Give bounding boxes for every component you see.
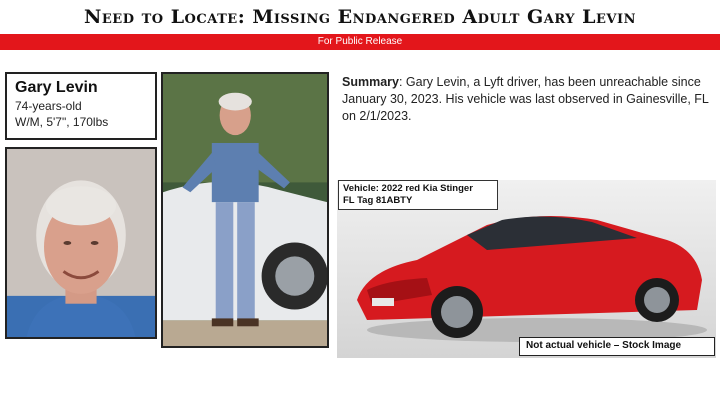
release-banner: [0, 34, 720, 50]
stock-image-disclaimer: Not actual vehicle – Stock Image: [519, 337, 715, 356]
vehicle-model: Vehicle: 2022 red Kia Stinger: [343, 183, 473, 194]
identity-box: [5, 72, 157, 140]
portrait-photo: [5, 147, 157, 339]
summary-label: Summary: [342, 75, 399, 89]
standing-photo: [161, 72, 329, 348]
person-age: 74-years-old: [15, 99, 82, 113]
person-description: W/M, 5'7", 170lbs: [15, 115, 109, 129]
release-note: For Public Release: [317, 36, 403, 47]
summary-text: : Gary Levin, a Lyft driver, has been unreachable since January 30, 2023. His vehicle was last observed in Gainesville, FL on 2/1/2023.: [342, 75, 709, 123]
person-name: Gary Levin: [15, 79, 98, 96]
summary-paragraph: [342, 74, 714, 125]
vehicle-info-label: [338, 180, 498, 210]
vehicle-tag: FL Tag 81ABTY: [343, 195, 413, 206]
flyer-title: Need to Locate: Missing Endangered Adult Gary Levin: [84, 6, 636, 28]
